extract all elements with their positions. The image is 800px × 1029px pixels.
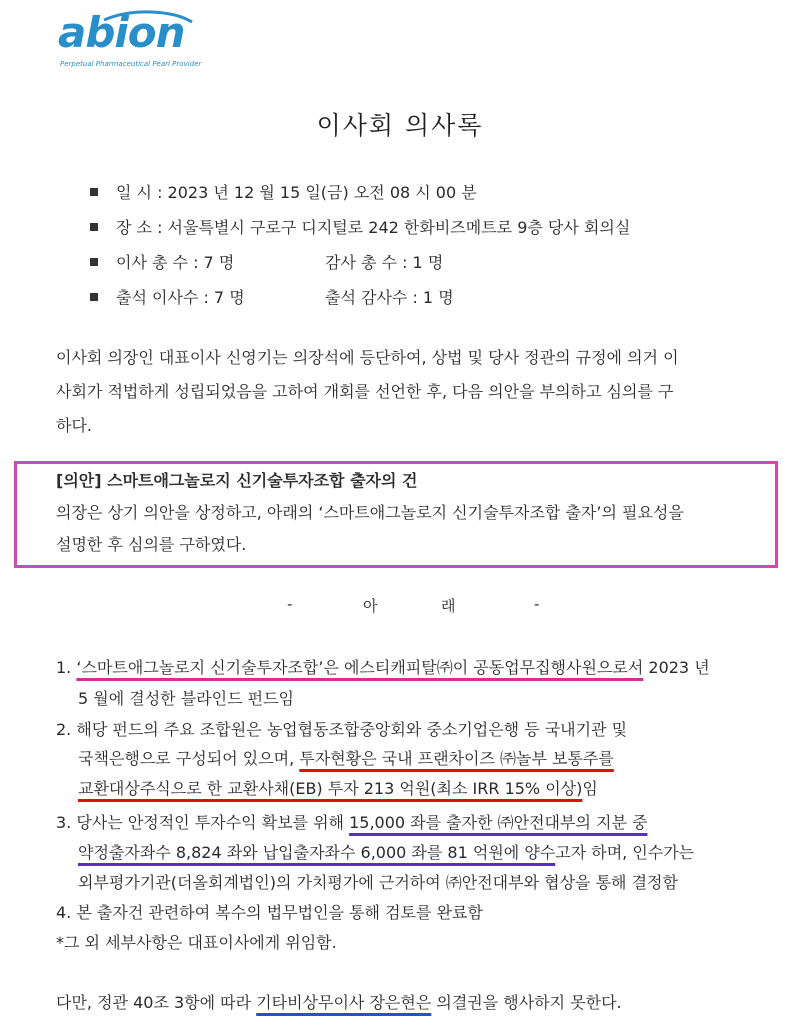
intro-line: 이사회 의장인 대표이사 신영기는 의장석에 등단하여, 상법 및 당사 정관의 규정에 의거 이 [56,348,679,367]
item-text: 2023 년 [643,658,710,677]
item-text: 해당 펀드의 주요 조합원은 농업협동조합중앙회와 중소기업은행 등 국내기관 및 [76,720,628,739]
list-item-2-cont [78,776,598,799]
agenda-section [56,468,684,558]
closing-text: 다만, 정관 40조 3항에 따라 [56,993,257,1012]
info-auditors-present: 출석 감사수 : 1 명 [325,288,454,307]
square-bullet-icon [90,293,98,301]
square-bullet-icon [90,188,98,196]
underlined-text-red: 교환대상주식으로 한 교환사채(EB) 투자 213 억원(최소 IRR 15% 이상) [78,779,583,798]
info-attendance-row [90,285,454,308]
square-bullet-icon [90,258,98,266]
logo-wordmark: abion [58,8,185,57]
item-number: 2. [56,720,72,739]
info-place: 장 소 : 서울특별시 구로구 디지털로 242 한화비즈메트로 9층 당사 회의실 [116,218,631,237]
item-text: 본 출자건 관련하여 복수의 법무법인을 통해 검토를 완료함 [76,903,483,922]
underlined-text-purple: 15,000 좌를 출자한 ㈜안전대부의 지분 중 [349,813,648,832]
list-item-3-cont: 외부평가기관(더올회계법인)의 가치평가에 근거하여 ㈜안전대부와 협상을 통해 결정함 [78,873,678,892]
list-item-4 [56,900,483,923]
document-title: 이사회 의사록 [316,111,484,140]
below-dash: - [534,595,540,613]
item-number: 4. [56,903,72,922]
agenda-line: 설명한 후 심의를 구하였다. [56,535,247,554]
intro-line: 하다. [56,416,92,435]
info-directors-present: 출석 이사수 : 7 명 [116,288,245,307]
info-date-row [90,180,477,203]
list-item-1 [56,655,710,678]
company-logo [52,8,202,70]
agenda-title: [의안] 스마트애그놀로지 신기술투자조합 출자의 건 [56,471,418,490]
item-text: 국책은행으로 구성되어 있으며, [78,749,300,768]
below-char-a: 아 [363,597,378,615]
info-directors-total: 이사 총 수 : 7 명 [116,253,235,272]
underlined-text-purple: 약정출자좌수 8,824 좌와 납입출자좌수 6,000 좌를 81 억원에 양수 [78,843,556,862]
list-item-1-cont: 5 월에 결성한 블라인드 펀드임 [78,689,294,708]
list-item-3-cont [78,840,694,863]
info-auditors-total: 감사 총 수 : 1 명 [325,253,444,272]
list-item-3 [56,810,647,833]
square-bullet-icon [90,223,98,231]
item-number: 1. [56,658,72,677]
intro-paragraph [56,345,679,439]
delegation-note: *그 외 세부사항은 대표이사에게 위임함. [56,933,337,952]
closing-text: 의결권을 행사하지 못한다. [431,993,622,1012]
below-heading [0,595,800,615]
info-date: 일 시 : 2023 년 12 월 15 일(금) 오전 08 시 00 분 [116,183,477,202]
intro-line: 사회가 적법하게 성립되었음을 고하여 개회를 선언한 후, 다음 의안을 부의하고 심의를 구 [56,382,674,401]
closing-statement [56,990,622,1013]
logo-tagline: Perpetual Pharmaceutical Pearl Provider [60,60,202,68]
underlined-text-red: 투자현황은 국내 프랜차이즈 ㈜놀부 보통주를 [299,749,614,768]
info-totals-row [90,250,444,273]
item-text: 고자 하며, 인수가는 [555,843,695,862]
info-place-row [90,215,630,238]
underlined-text-pink: ‘스마트애그놀로지 신기술투자조합’은 에스티캐피탈㈜이 공동업무집행사원으로서 [76,658,644,677]
underlined-text-blue: 기타비상무이사 장은현은 [256,993,432,1012]
list-item-2 [56,717,627,740]
list-item-2-cont [78,746,614,769]
below-dash: - [287,595,293,613]
item-number: 3. [56,813,72,832]
agenda-line: 의장은 상기 의안을 상정하고, 아래의 ‘스마트애그놀로지 신기술투자조합 출자’의 필요성을 [56,503,684,522]
below-char-rae: 래 [441,597,456,615]
item-text: 당사는 안정적인 투자수익 확보를 위해 [76,813,350,832]
item-text: 임 [582,779,598,798]
